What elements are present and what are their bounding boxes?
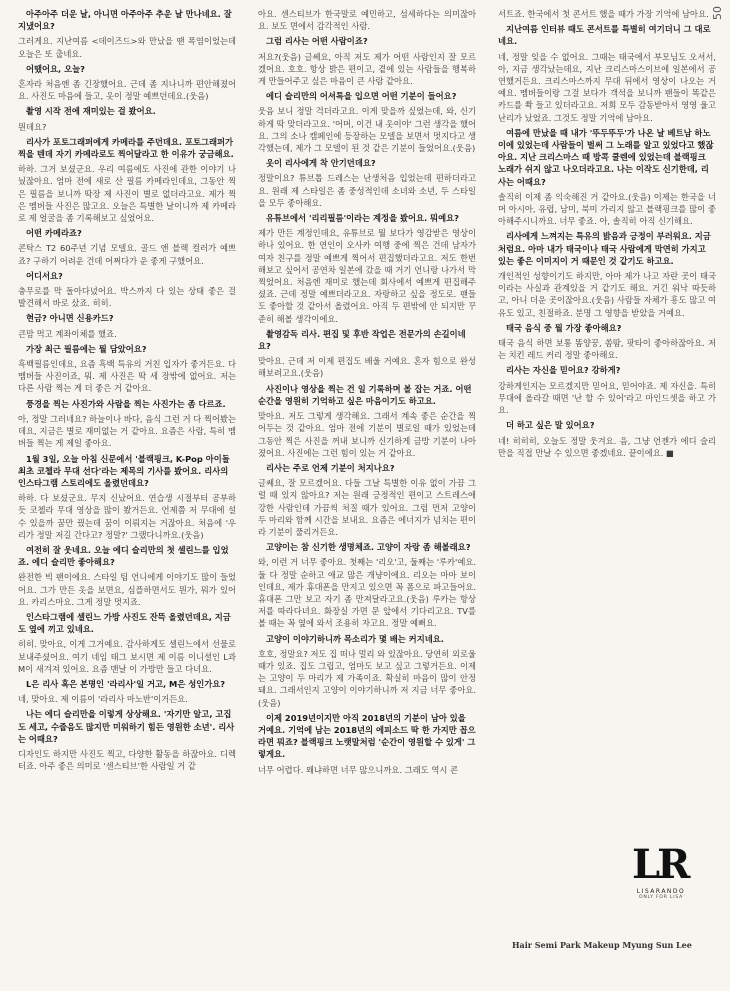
interview-question: 유튜브에서 '리리필름'이라는 계정을 봤어요. 뭐예요?: [266, 213, 459, 224]
text-column-3: [498, 8, 716, 462]
page-number: 50: [711, 6, 724, 20]
interview-question: 인스타그램에 셀린느 가방 사진도 잔뜩 올렸던데요, 지금도 옆에 끼고 있네요.: [18, 611, 231, 635]
logo-mark: LR: [632, 841, 688, 888]
lisarando-logo: [632, 841, 690, 900]
interview-question: 리사는 주로 언제 기분이 처지나요?: [266, 462, 395, 473]
interview-question: 1월 3일, 오늘 아침 신문에서 '블랙핑크, K-Pop 아이돌 최초 코첼라 무대 선다'라는 제목의 기사를 봤어요. 리사의 인스타그램 스토리에도 올렸던데요?: [18, 453, 230, 488]
interview-question: L은 리사 혹은 본명인 '라리사'일 거고, M은 성인가요?: [26, 678, 226, 689]
interview-answer: 서트죠. 한국에서 첫 콘서트 했을 때가 가장 기억에 남아요.: [498, 9, 709, 19]
interview-answer: 큰맘 먹고 계좌이체를 했죠.: [18, 328, 117, 339]
interview-answer: 뭔데요?: [18, 121, 47, 132]
interview-answer: 호호, 정말요? 저도 집 떠나 멀리 와 있잖아요. 당연히 외로울 때가 있죠. 집도 그립고, 엄마도 보고 싶고 그렇거든요. 이제는 고양이 두 마리가 제 가족이죠. 확실히 마음이 많이 안정돼요. 그래서인지 고양이 이야기하니까 저 지금 너무 좋아요.(웃음): [258, 648, 476, 708]
interview-answer: 저요?(웃음) 글쎄요, 아직 저도 제가 어떤 사람인지 잘 모르겠어요. 호호. 항상 밝은 편이고, 곁에 있는 사람들을 행복하게 만들어주고 싶은 마음이 큰 사람 같아요.: [258, 51, 476, 87]
interview-answer: 맞아요. 근데 저 이제 편집도 배울 거예요. 혼자 힘으로 완성해보려고요.(웃음): [258, 356, 476, 379]
interview-answer: 와, 이런 거 너무 좋아요. 첫째는 '리오'고, 둘째는 '루카'예요. 둘 다 정말 순하고 애교 많은 개냥이에요. 리오는 마마 보이인데요, 제가 휴대폰을 만지고 있으면 꼭 폼으로 파고들어요. 휴대폰 그만 보고 자기 좀 만져달라고요.(웃음) 루카는 항상 저를 따라다녀요. 화장실 가면 문 앞에서 기다리고요. TV를 볼 때는 꼭 옆에 와서 조용히 자고요. 정말 예뻐요.: [258, 557, 476, 629]
interview-answer: 강하게인지는 모르겠지만 믿어요, 믿어야죠. 제 자신을. 특히 무대에 올라갈 때면 '난 할 수 있어'라고 마인드셋을 하고 가요.: [498, 380, 716, 416]
interview-answer: 태국 음식 하면 보통 똠양꿍, 쏨땀, 팟타이 좋아하잖아요. 저는 치킨 레드 커리 정말 좋아해요.: [498, 338, 716, 361]
interview-question: 지난여름 인터뷰 때도 콘서트를 특별히 여기더니 그 대로네요.: [498, 24, 711, 47]
interview-question: 어디서요?: [26, 270, 63, 281]
interview-answer: 하하. 다 보셨군요. 무지 신났어요. 연습생 시절부터 공부하듯 코첼라 무대 영상을 많이 봤거든요. 언제쯤 저 무대에 설 수 있을까 꿈만 꿨는데 꿈이 이뤄지는 거잖아요. 처음에 '우리가 정말 저길 간다고? 정말?' 그랬다니까요.(웃음): [18, 493, 236, 540]
interview-answer: 네, 정말 잊을 수 없어요. 그때는 태국에서 부모님도 오셔서, 아, 지금 생각났는데요, 지난 크리스마스이브에 일본에서 공연했거든요. 크리스마스까지 무대 뒤에서 영상이 나오는 거예요. 멤버들이랑 그걸 보다가 객석을 보니까 팬들이 똑같은 카드를 쫙 들고 있더라고요. 저희 모두 감동받아서 영영 울고 난리가 났었죠. 그것도 정말 기억에 남아요.: [498, 51, 716, 123]
interview-question: 사진이나 영상을 찍는 건 일 기록하며 볼 잡는 거죠. 어떤 순간을 영원히 기억하고 싶은 마음이기도 하고요.: [258, 383, 472, 406]
interview-question: 나는 에디 슬리만을 이렇게 상상해요. '자기만 알고, 고집도 세고, 수줍음도 많지만 미워하기 힘든 영원한 소년'. 리사는 어때요?: [18, 709, 235, 744]
interview-answer: 콘탁스 T2 60주년 기념 모델요. 골드 앤 블랙 컬러가 예쁘죠? 구하기 어려운 건데 어쩌다가 운 좋게 구했어요.: [18, 243, 236, 266]
interview-answer: 맞아요. 저도 그렇게 생각해요. 그래서 계속 좋은 순간을 찍어두는 것 같아요. 엄마 전에 기분이 별로일 때가 있었는데 그동안 찍은 사진을 꺼내 보니까 신기하게 금방 기분이 나아졌어요. 사진에는 그런 힘이 있는 거 같아요.: [258, 411, 476, 458]
interview-question: 아주아주 더운 날, 아니면 아주아주 추운 날 만나네요. 잘 지냈어요?: [18, 9, 232, 32]
interview-question: 여름에 만났을 때 내가 '뚜두뚜두'가 나온 날 베트남 하노이에 있었는데 사람들이 벌써 그 노래를 알고 있었다고 했잖아요. 지난 크리스마스 때 방콕 쿨렌에 있었는데 블랙핑크 노래가 쉬지 않고 나오더라고요. 나는 이작도 신기한데, 리사는 어때요?: [498, 127, 714, 187]
interview-question: 리사가 포토그래퍼에게 카메라를 주던데요. 포토그래퍼가 찍을 텐데 자기 카메라로도 찍어달라고 한 이유가 궁금해요.: [18, 136, 234, 160]
interview-answer: 개인적인 성향이기도 하지만, 아마 제가 나고 자란 곳이 태국이라는 사실과 관계있을 거 같기도 해요. 거긴 워낙 따듯하고, 아니 더운 곳이잖아요.(웃음) 사람들 자체가 흥도 많고 여유도 있고, 친절하죠. 분명 그 영향을 받았을 거예요.: [498, 271, 716, 318]
interview-question: 고양이는 참 신기한 생명체죠. 고양이 자랑 좀 해볼래요?: [266, 542, 471, 553]
interview-question: 리사는 자신을 믿어요? 강하게?: [506, 365, 621, 376]
interview-answer: 완전한 빅 팬이에요. 스타일 팀 언니에게 이야기도 많이 들었어요. 그가 만든 옷을 보면요, 심플하면서도 뭔가, 뭐가 있어요. 카리스마요. 그게 정말 멋지죠.: [18, 572, 236, 607]
interview-answer: 너무 어렵다. 왜냐하면 너무 많으니까요. 그래도 역시 콘: [258, 764, 459, 775]
interview-question: 고양이 이야기하니까 목소리가 몇 배는 커지네요.: [266, 633, 444, 644]
interview-answer: 그러게요. 지난여름 <데이즈드>와 만났을 땐 폭염이었는데 오늘은 또 춥네요.: [18, 36, 236, 59]
interview-question: 태국 음식 중 뭘 가장 좋아해요?: [506, 322, 622, 333]
interview-question: 어땠어요, 오늘?: [26, 63, 85, 74]
interview-question: 옷이 리사에게 착 안기던데요?: [266, 158, 376, 169]
interview-answer: 충무로를 막 돌아다녔어요. 박스까지 다 있는 상태 좋은 걸 발견해서 바로 샀죠. 히히.: [18, 286, 236, 309]
interview-answer: 아요. 센스티브가 한국말로 예민하고, 섬세하다는 의미잖아요. 보도 면에서 감각적인 사람.: [258, 9, 476, 32]
text-column-1: [18, 8, 236, 775]
interview-question: 어떤 카메라죠?: [26, 228, 82, 239]
photo-credit: Hair Semi Park Makeup Myung Sun Lee: [512, 940, 692, 950]
interview-question: 에디 슬리만의 어셔톡을 입으면 어떤 기분이 들어요?: [266, 91, 457, 102]
interview-answer: 흑백필름인데요, 요즘 흑백 특유의 거친 입자가 좋거든요. 다 멤버들 사진이죠, 뭐. 제 사진은 딱 세 장밖에 없어요. 저는 다른 사람 찍는 게 더 좋은 거 같아요.: [18, 359, 236, 394]
interview-question: 현금? 아니면 신용카드?: [26, 313, 114, 324]
logo-text: LISARANDO: [636, 888, 686, 895]
interview-question: 촬영 시작 전에 재미있는 걸 봤어요.: [26, 106, 156, 117]
interview-question: 리사에게 느껴지는 특유의 밝음과 긍정이 부러워요. 지금처럼요. 아마 내가 태국이나 태국 사람에게 막연히 가지고 있는 좋은 이미지이 거 때문인 것 같기도 하고요.: [498, 231, 711, 266]
interview-answer: 솔직히 이제 좀 익숙해진 거 같아요.(웃음) 이제는 한국을 너머 아시아, 유럽, 남미, 북미 가리지 않고 블랙핑크를 많이 좋아해주시니까요. 너무 좋죠. 아, 솔직히 아직 신기해요.: [498, 191, 716, 227]
interview-question: 그럼 리사는 어떤 사람이죠?: [266, 36, 368, 47]
text-column-2: [258, 8, 476, 779]
interview-question: 여전히 잘 웃네요. 오늘 에디 슬리만의 첫 셀린느를 입었죠. 에디 슬리만 좋아해요?: [18, 544, 229, 568]
interview-question: 더 하고 싶은 말 있어요?: [506, 420, 595, 431]
interview-question: 촬영감독 리사. 편집 및 후반 작업은 전문가의 손길이네요?: [258, 328, 466, 352]
logo-subtext: ONLY FOR LISA: [639, 895, 683, 900]
interview-answer: 정말이요? 튜브톱 드레스는 난생처음 입었는데 편하더라고요. 원래 제 스타일은 좀 중성적인데 소녀와 소년, 두 스타일을 모두 좋아해요.: [258, 173, 476, 208]
interview-question: 가장 최근 필름에는 뭘 담았어요?: [26, 343, 147, 354]
interview-question: 풍경을 찍는 사진가와 사람을 찍는 사진가는 좀 다르죠.: [26, 398, 226, 409]
interview-answer: 웃음 보니 정말 걱더라고요. 이게 맞을까 싶었는데, 와, 신기하게 딱 맞더라고요. '어머, 이건 내 옷이야' 그런 생각을 했어요. 그의 소나 캠페인에 등장하는 모델을 보면서 멋지다고 생각했는데, 제가 그 모델이 된 것 같은 기분이 들었어요.(웃음): [258, 106, 476, 154]
interview-answer: 글쎄요, 잘 모르겠어요. 다들 그날 특별한 이유 없이 가끔 그럴 때 있지 않아요? 저는 원래 긍정적인 편이고 스트레스에 강한 사람인데 가끔씩 처질 때가 있어요. 그럼 먼저 고양이 두 마리와 함께 시간을 보내요. 요즘은 에너지가 넘치는 편이라 기분이 풀리거든요.: [258, 478, 476, 537]
interview-question: 이제 2019년이지만 아직 2018년의 기분이 남아 있을 거예요. 기억에 남는 2018년의 에피소드 딱 한 가지만 꼽으라면 뭐죠? 블랙핑크 노랫말처럼 '순간이 영원할 수 있게' 그렇게요.: [258, 712, 476, 760]
interview-answer: 혼자라 처음엔 좀 긴장했어요. 근데 좀 지나니까 편안해졌어요. 사진도 마음에 들고, 옷이 정말 예쁘던데요.(웃음): [18, 79, 236, 102]
interview-answer: 아, 정말 그러네요? 하늘이나 바다, 음식 그런 거 다 찍어봤는데요, 지금은 별로 재미없는 거 같아요. 요즘은 사람, 특히 멤버들 찍는 게 제일 좋아요.: [18, 413, 236, 449]
interview-answer: 제가 만든 계정인데요, 유튜브로 뭘 보다가 영감받은 영상이 하나 있어요. 한 연인이 오사카 여행 중에 찍은 건데 남자가 여자 친구를 정말 예쁘게 찍어서 편집했더라고요. 저도 한번 해보고 싶어서 공연차 일본에 갔을 때 거기 언니랑 나가서 막 찍었어요. 처음엔 재미로 했는데 회사에서 예쁘게 편집해주셨죠. 근데 정말 예쁘더라고요. 자랑하고 싶을 정도로. 팬들도 좋아할 것 같아서 올렸어요. 아직 두 편밖에 안 되지만 꾸준히 해볼 생각이에요.: [258, 228, 476, 324]
interview-answer: 네! 히히히, 오늘도 정말 웃겨요. 음, 그냥 언젠가 에디 슬리만을 직접 만날 수 있으면 좋겠네요. 끝이에요. ■: [498, 435, 716, 458]
interview-answer: 네, 맞아요. 제 이름이 '라리사 마노반'이거든요.: [18, 694, 188, 705]
interview-answer: 히히. 맞아요, 이게 그거예요. 감사하게도 셀린느에서 선물로 보내주셨어요. 여기 네임 태그 보시면 제 이름 이니셜인 L과 M이 새겨져 있어요. 요즘 맨날 이 가방만 들고 다녀요.: [18, 639, 236, 674]
interview-answer: 디자인도 하지만 사진도 찍고, 다양한 활동을 하잖아요. 디렉터죠. 아주 좋은 의미로 '센스티브'한 사람일 거 같: [18, 748, 236, 772]
interview-answer: 하하. 그거 보셨군요. 우리 여름에도 사진에 관한 이야기 나눴잖아요. 엄마 전에 새로 산 필름 카메라인데요, 그동안 찍은 필름을 보니까 딱장 제 사진이 별로 없더라고요. 제가 찍은 멤버들 사진은 많고요. 오늘은 특별한 날이니까 제 카메라로 제 얼굴을 좀 기록해보고 싶었어요.: [18, 164, 236, 224]
